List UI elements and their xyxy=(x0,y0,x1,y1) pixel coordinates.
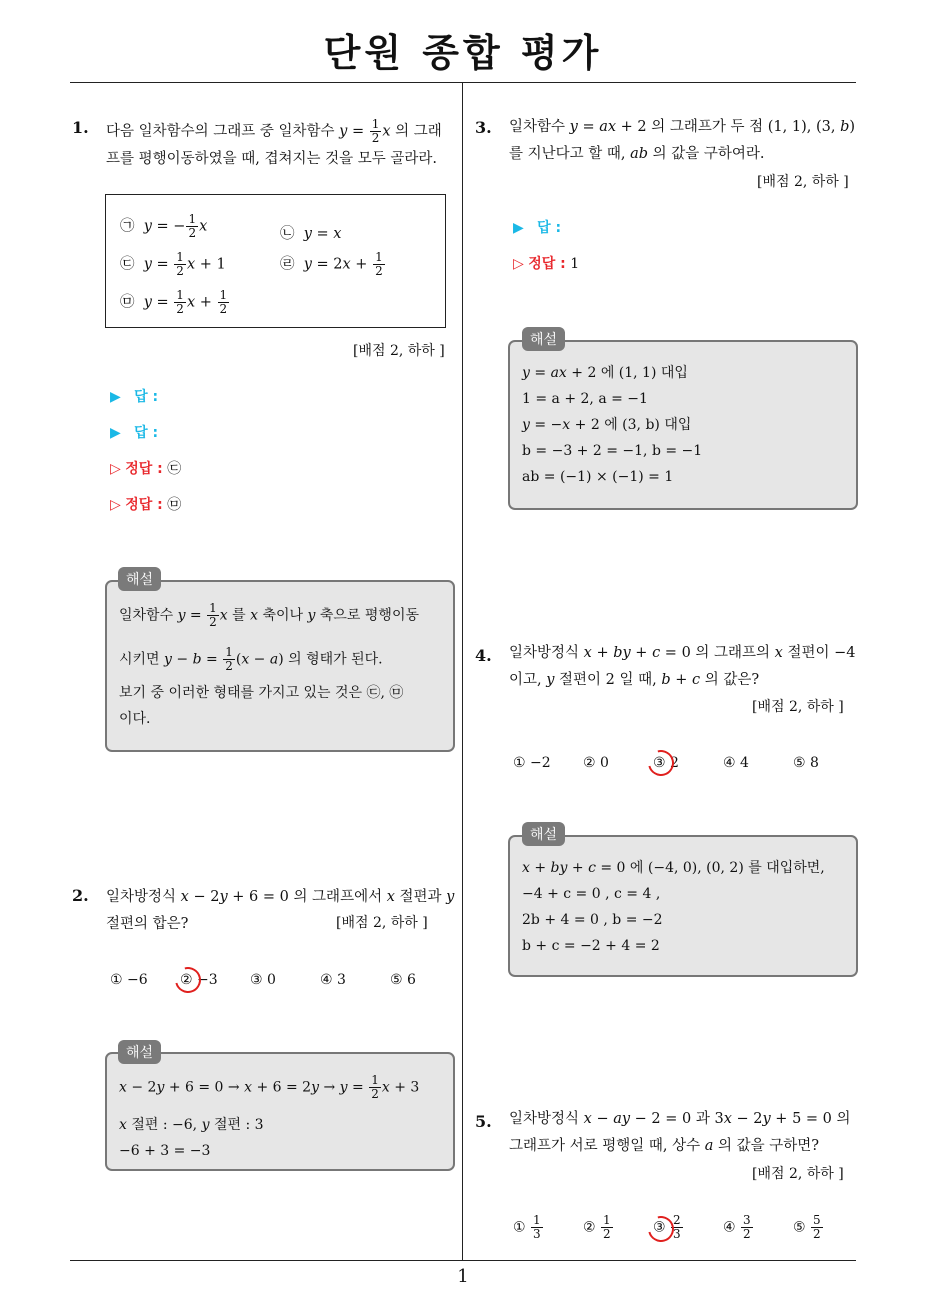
option-item: ㉡ y = x xyxy=(280,226,342,242)
solution-tag: 해설 xyxy=(118,1040,161,1064)
column-divider xyxy=(462,83,463,1261)
question-3-text: 일차함수 y = ax + 2 의 그래프가 두 점 (1, 1), (3, b) 를 지난다고 할 때, ab 의 값을 구하여라. xyxy=(509,119,856,162)
choice-3[interactable]: ③ 2 xyxy=(653,755,679,771)
selected-mark xyxy=(643,745,679,781)
answer-line: ▶ 답 : xyxy=(110,389,159,405)
choice-1[interactable]: ① −6 xyxy=(110,972,148,988)
question-4-number: 4. xyxy=(475,646,492,665)
question-5-score: [배점 2, 하하 ] xyxy=(752,1166,844,1182)
solution-tag: 해설 xyxy=(522,822,565,846)
option-item: ㉤ y = $\frac{1}{2}$ x + $\frac{1}{2}$ xyxy=(120,288,228,316)
answer-line: ▶ 답 : xyxy=(513,220,562,236)
option-item: ㉣ y = 2x + $\frac{1}{2}$ xyxy=(280,250,383,278)
solution-tag: 해설 xyxy=(522,327,565,351)
solution-tag: 해설 xyxy=(118,567,161,591)
correct-answer-line: ▷ 정답 : ㉢ xyxy=(110,461,182,477)
question-2-text: 일차방정식 x − 2y + 6 = 0 의 그래프에서 x 절편과 y 절편의 합은? xyxy=(106,889,455,932)
answer-line: ▶ 답 : xyxy=(110,425,159,441)
choice-3[interactable]: ③ $\frac{2}{3}$ xyxy=(653,1213,681,1241)
question-1-solution: 일차함수 y = $\frac{1}{2}$ x 를 x 축이나 y 축으로 평행이동 시키면 y − b = $\frac{1}{2}$ (x − a) 의 형태가 된다. 보기 중 이러한 형태를 가지고 있는 것은 ㉢, ㉤ 이다. xyxy=(105,580,455,752)
choice-5[interactable]: ⑤ $\frac{5}{2}$ xyxy=(793,1213,821,1241)
question-1-text: 다음 일차함수의 그래프 중 일차함수 y = $\frac{1}{2}$ x 의 그래 프를 평행이동하였을 때, 겹쳐지는 것을 모두 골라라. xyxy=(106,117,442,167)
question-1-score: [배점 2, 하하 ] xyxy=(353,343,445,359)
choice-4[interactable]: ④ 3 xyxy=(320,972,346,988)
correct-answer-line: ▷ 정답 : ㉤ xyxy=(110,497,182,513)
top-rule xyxy=(70,82,856,83)
question-1-number: 1. xyxy=(72,118,89,137)
bottom-rule xyxy=(70,1260,856,1261)
choice-5[interactable]: ⑤ 8 xyxy=(793,755,819,771)
option-item: ㉠ y = − $\frac{1}{2}$ x xyxy=(120,212,208,240)
correct-answer-line: ▷ 정답 : 1 xyxy=(513,256,580,272)
choice-2[interactable]: ② 0 xyxy=(583,755,609,771)
question-5-number: 5. xyxy=(475,1112,492,1131)
choice-4[interactable]: ④ 4 xyxy=(723,755,749,771)
choice-1[interactable]: ① −2 xyxy=(513,755,551,771)
choice-1[interactable]: ① $\frac{1}{3}$ xyxy=(513,1213,541,1241)
choice-4[interactable]: ④ $\frac{3}{2}$ xyxy=(723,1213,751,1241)
question-5-text: 일차방정식 x − ay − 2 = 0 과 3x − 2y + 5 = 0 의 그래프가 서로 평행일 때, 상수 a 의 값을 구하면? xyxy=(509,1111,851,1154)
page-number: 1 xyxy=(457,1266,469,1287)
question-2-number: 2. xyxy=(72,886,89,905)
question-4-text: 일차방정식 x + by + c = 0 의 그래프의 x 절편이 −4 이고, y 절편이 2 일 때, b + c 의 값은? xyxy=(509,645,856,688)
selected-mark xyxy=(170,962,206,998)
page-title: 단원 종합 평가 xyxy=(323,31,603,75)
choice-2[interactable]: ② $\frac{1}{2}$ xyxy=(583,1213,611,1241)
question-2-solution: x − 2y + 6 = 0 → x + 6 = 2y → y = $\frac{1}{2}$ x + 3 x 절편 : −6, y 절편 : 3 −6 + 3 = −3 xyxy=(105,1052,455,1171)
option-item: ㉢ y = $\frac{1}{2}$ x + 1 xyxy=(120,250,226,278)
question-1-options-box xyxy=(105,194,446,328)
choice-3[interactable]: ③ 0 xyxy=(250,972,276,988)
question-3-number: 3. xyxy=(475,118,492,137)
choice-5[interactable]: ⑤ 6 xyxy=(390,972,416,988)
question-2-score: [배점 2, 하하 ] xyxy=(336,915,428,931)
question-4-score: [배점 2, 하하 ] xyxy=(752,699,844,715)
question-3-score: [배점 2, 하하 ] xyxy=(757,174,849,190)
choice-2[interactable]: ② −3 xyxy=(180,972,218,988)
question-4-solution: x + by + c = 0 에 (−4, 0), (0, 2) 를 대입하면, −4 + c = 0 , c = 4 , 2b + 4 = 0 , b = −2 b + c = −2 + 4 = 2 xyxy=(508,835,858,977)
question-3-solution: y = ax + 2 에 (1, 1) 대입 1 = a + 2, a = −1 y = −x + 2 에 (3, b) 대입 b = −3 + 2 = −1, b = −1 ab = (−1) × (−1) = 1 xyxy=(508,340,858,510)
